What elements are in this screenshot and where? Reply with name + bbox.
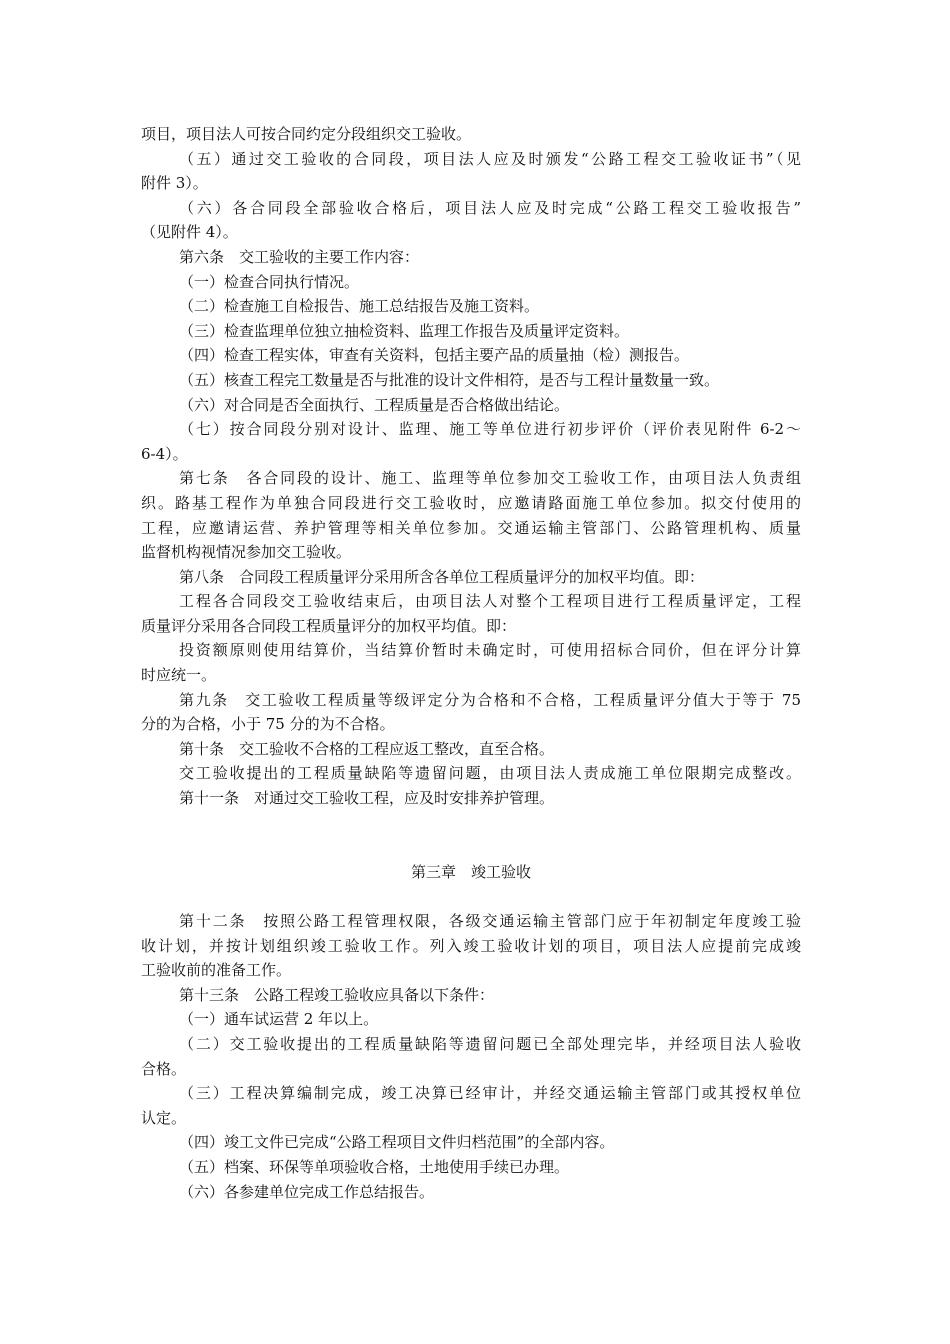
paragraph-line: 第十二条 按照公路工程管理权限，各级交通运输主管部门应于年初制定年度竣工验 [179,912,801,930]
paragraph-line: 附件 3）。 [141,174,208,193]
paragraph-line: （见附件 4）。 [141,223,238,242]
paragraph-line: 织。路基工程作为单独合同段进行交工验收时，应邀请路面施工单位参加。拟交付使用的 [141,493,801,512]
paragraph-line: （一）检查合同执行情况。 [179,272,360,291]
paragraph-line: （五）通过交工验收的合同段，项目法人应及时颁发“公路工程交工验收证书”（见 [179,149,801,168]
spacer [141,811,801,836]
paragraph-line: 质量评分采用各合同段工程质量评分的加权平均值。即： [141,616,517,635]
paragraph-line: 监督机构视情况参加交工验收。 [141,543,352,562]
paragraph-line: （五）核查工程完工数量是否与批准的设计文件相符，是否与工程计量数量一致。 [179,370,720,389]
paragraph-line: （七）按合同段分别对设计、监理、施工等单位进行初步评价（评价表见附件 6-2～ [179,420,801,439]
paragraph-line: 第十条 交工验收不合格的工程应返工整改，直至合格。 [179,739,555,758]
paragraph-line: 工程，应邀请运营、养护管理等相关单位参加。交通运输主管部门、公路管理机构、质量 [141,518,801,537]
paragraph-line: （二）检查施工自检报告、施工总结报告及施工资料。 [179,297,540,316]
paragraph-line: 6-4）。 [141,444,188,463]
spacer [141,835,801,860]
paragraph-line: 第九条 交工验收工程质量等级评定分为合格和不合格，工程质量评分值大于等于 75 [179,690,801,709]
paragraph-line: （六）各合同段全部验收合格后，项目法人应及时完成“公路工程交工验收报告” [179,198,801,217]
chapter-three-body [141,909,801,1204]
chapter-two-continuation [141,122,801,811]
paragraph-line: 第十一条 对通过交工验收工程，应及时安排养护管理。 [179,789,555,808]
paragraph-line: 合格。 [141,1059,187,1078]
paragraph-line: （三）工程决算编制完成，竣工决算已经审计，并经交通运输主管部门或其授权单位 [179,1084,801,1103]
paragraph-line: （二）交工验收提出的工程质量缺陷等遗留问题已全部处理完毕，并经项目法人验收 [179,1034,801,1053]
paragraph-line: 第六条 交工验收的主要工作内容： [179,247,420,266]
paragraph-line: 第八条 合同段工程质量评分采用所含各单位工程质量评分的加权平均值。即： [179,567,705,586]
paragraph-line: （四）竣工文件已完成“公路工程项目文件归档范围”的全部内容。 [179,1133,615,1152]
paragraph-line: 收计划，并按计划组织竣工验收工作。列入竣工验收计划的项目，项目法人应提前完成竣 [141,936,801,955]
document-page [141,122,801,1204]
paragraph-line: （六）对合同是否全面执行、工程质量是否合格做出结论。 [179,395,570,414]
paragraph-line: 第十三条 公路工程竣工验收应具备以下条件： [179,985,495,1004]
paragraph-line: 投资额原则使用结算价，当结算价暂时未确定时，可使用招标合同价，但在评分计算 [179,641,801,660]
paragraph-line: 交工验收提出的工程质量缺陷等遗留问题，由项目法人责成施工单位限期完成整改。 [179,764,801,783]
paragraph-line: 工验收前的准备工作。 [141,961,292,980]
paragraph-line: 时应统一。 [141,666,217,685]
paragraph-line: （五）档案、环保等单项验收合格，土地使用手续已办理。 [179,1157,570,1176]
chapter-title: 第三章 竣工验收 [410,862,531,881]
paragraph-line: 分的为合格，小于 75 分的为不合格。 [141,715,395,734]
paragraph-line: （四）检查工程实体，审查有关资料，包括主要产品的质量抽（检）测报告。 [179,346,690,365]
paragraph-line: 认定。 [141,1108,187,1127]
spacer [141,884,801,909]
paragraph-line: 工程各合同段交工验收结束后，由项目法人对整个工程项目进行工程质量评定，工程 [179,592,801,611]
paragraph-line: （三）检查监理单位独立抽检资料、监理工作报告及质量评定资料。 [179,321,630,340]
paragraph-line: （六）各参建单位完成工作总结报告。 [179,1182,435,1201]
paragraph-line: 第七条 各合同段的设计、施工、监理等单位参加交工验收工作，由项目法人负责组 [179,469,801,488]
paragraph-line: （一）通车试运营 2 年以上。 [179,1010,379,1029]
paragraph-line: 项目，项目法人可按合同约定分段组织交工验收。 [141,125,472,143]
